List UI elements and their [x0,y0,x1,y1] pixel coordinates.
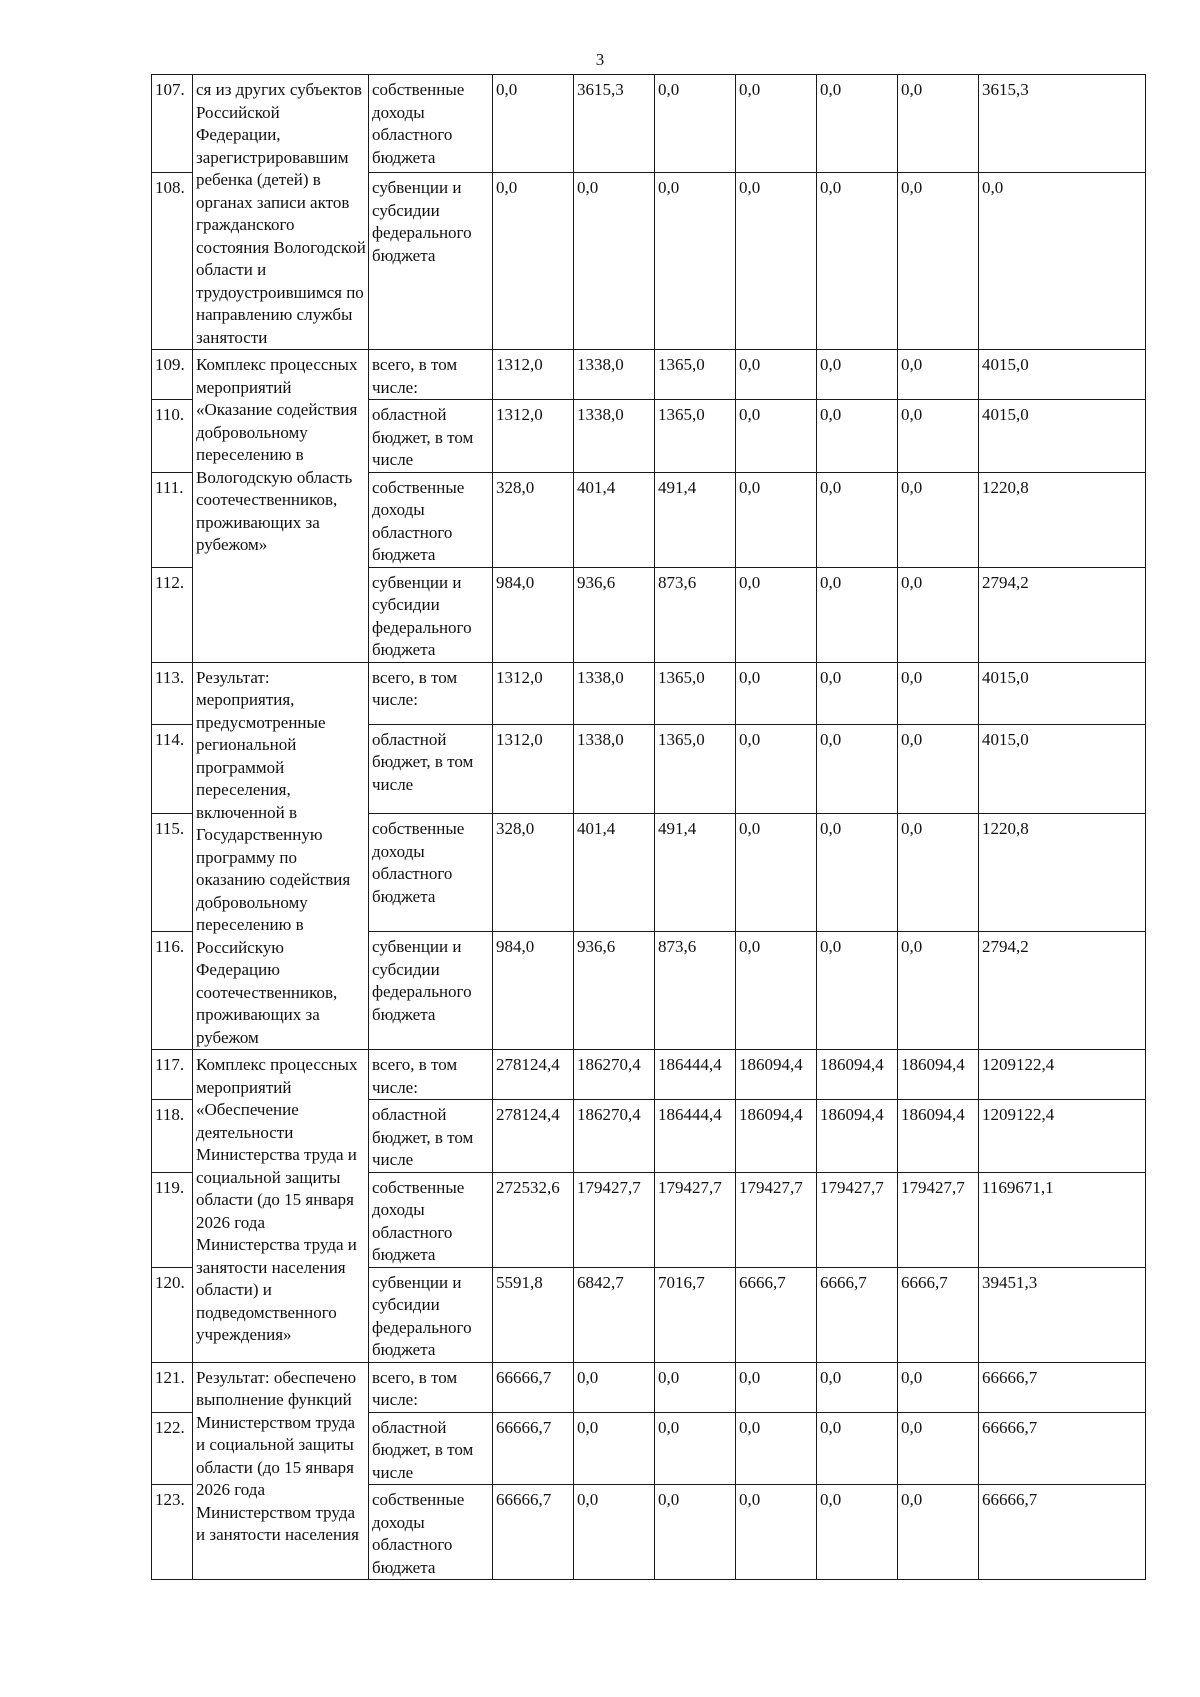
year-value: 1312,0 [493,662,574,724]
year-value: 5591,8 [493,1267,574,1362]
funding-source: субвенции и субсидии федерального бюджета [369,567,493,662]
funding-source: всего, в том числе: [369,1050,493,1100]
row-number: 117. [152,1050,193,1100]
year-value: 0,0 [574,1412,655,1485]
funding-source: субвенции и субсидии федерального бюджета [369,932,493,1050]
year-value: 0,0 [574,173,655,350]
year-value: 0,0 [817,350,898,400]
year-value: 0,0 [655,1362,736,1412]
year-value: 328,0 [493,472,574,567]
year-value: 0,0 [817,724,898,814]
year-value: 1365,0 [655,400,736,473]
year-value: 0,0 [817,567,898,662]
year-value: 66666,7 [493,1412,574,1485]
total-value: 2794,2 [979,567,1146,662]
year-value: 0,0 [817,662,898,724]
year-value: 1365,0 [655,662,736,724]
row-number: 108. [152,173,193,350]
row-number: 118. [152,1100,193,1173]
year-value: 0,0 [817,472,898,567]
year-value: 0,0 [817,1412,898,1485]
year-value: 6842,7 [574,1267,655,1362]
year-value: 491,4 [655,814,736,932]
year-value: 0,0 [898,400,979,473]
year-value: 0,0 [736,724,817,814]
page-number: 3 [595,50,605,69]
year-value: 1338,0 [574,400,655,473]
year-value: 0,0 [817,814,898,932]
funding-source: всего, в том числе: [369,350,493,400]
total-value: 1209122,4 [979,1100,1146,1173]
total-value: 4015,0 [979,350,1146,400]
total-value: 1220,8 [979,814,1146,932]
year-value: 186444,4 [655,1050,736,1100]
funding-source: собственные доходы областного бюджета [369,75,493,173]
funding-source: собственные доходы областного бюджета [369,472,493,567]
row-number: 119. [152,1172,193,1267]
total-value: 2794,2 [979,932,1146,1050]
year-value: 0,0 [817,1362,898,1412]
year-value: 0,0 [898,814,979,932]
year-value: 1338,0 [574,662,655,724]
year-value: 0,0 [736,1485,817,1580]
total-value: 66666,7 [979,1362,1146,1412]
year-value: 1365,0 [655,350,736,400]
year-value: 186270,4 [574,1050,655,1100]
total-value: 3615,3 [979,75,1146,173]
year-value: 0,0 [817,1485,898,1580]
row-number: 120. [152,1267,193,1362]
year-value: 401,4 [574,472,655,567]
year-value: 186094,4 [736,1100,817,1173]
year-value: 0,0 [736,662,817,724]
funding-source: субвенции и субсидии федерального бюджета [369,1267,493,1362]
total-value: 39451,3 [979,1267,1146,1362]
year-value: 179427,7 [574,1172,655,1267]
funding-source: областной бюджет, в том числе [369,400,493,473]
year-value: 278124,4 [493,1100,574,1173]
year-value: 0,0 [655,1412,736,1485]
year-value: 179427,7 [736,1172,817,1267]
row-number: 111. [152,472,193,567]
year-value: 186094,4 [817,1050,898,1100]
year-value: 491,4 [655,472,736,567]
table-row [152,350,1146,400]
budget-table [151,74,1146,1580]
year-value: 873,6 [655,567,736,662]
funding-source: собственные доходы областного бюджета [369,1485,493,1580]
year-value: 0,0 [574,1362,655,1412]
year-value: 0,0 [655,1485,736,1580]
year-value: 0,0 [898,932,979,1050]
year-value: 0,0 [898,173,979,350]
year-value: 1338,0 [574,724,655,814]
year-value: 1312,0 [493,724,574,814]
total-value: 66666,7 [979,1485,1146,1580]
total-value: 1209122,4 [979,1050,1146,1100]
year-value: 936,6 [574,567,655,662]
year-value: 401,4 [574,814,655,932]
year-value: 0,0 [736,350,817,400]
year-value: 0,0 [736,1412,817,1485]
year-value: 1365,0 [655,724,736,814]
table-row [152,1362,1146,1412]
row-number: 110. [152,400,193,473]
year-value: 0,0 [898,1485,979,1580]
year-value: 6666,7 [817,1267,898,1362]
year-value: 272532,6 [493,1172,574,1267]
year-value: 0,0 [736,814,817,932]
year-value: 0,0 [655,75,736,173]
year-value: 278124,4 [493,1050,574,1100]
total-value: 4015,0 [979,662,1146,724]
year-value: 186444,4 [655,1100,736,1173]
year-value: 0,0 [817,400,898,473]
table-row [152,662,1146,724]
funding-source: областной бюджет, в том числе [369,1100,493,1173]
year-value: 0,0 [817,75,898,173]
year-value: 186094,4 [898,1050,979,1100]
year-value: 0,0 [493,173,574,350]
year-value: 186094,4 [736,1050,817,1100]
year-value: 179427,7 [898,1172,979,1267]
year-value: 0,0 [898,75,979,173]
total-value: 4015,0 [979,724,1146,814]
activity-name: Результат: обеспечено выполнение функций Министерством труда и социальной защиты области (до 15 января 2026 года Министерством труда и занятости населения [193,1362,369,1580]
table-body [152,75,1146,1580]
total-value: 1169671,1 [979,1172,1146,1267]
row-number: 121. [152,1362,193,1412]
row-number: 116. [152,932,193,1050]
row-number: 107. [152,75,193,173]
year-value: 66666,7 [493,1362,574,1412]
year-value: 0,0 [898,567,979,662]
year-value: 0,0 [898,724,979,814]
table-row [152,75,1146,173]
row-number: 115. [152,814,193,932]
activity-name: Результат: мероприятия, предусмотренные региональной программой переселения, включенной в Государственную программу по оказанию содействия добровольному переселению в Российскую Федерацию соотечественников, проживающих за рубежом [193,662,369,1050]
row-number: 122. [152,1412,193,1485]
year-value: 0,0 [817,932,898,1050]
funding-source: собственные доходы областного бюджета [369,814,493,932]
total-value: 0,0 [979,173,1146,350]
year-value: 1338,0 [574,350,655,400]
year-value: 984,0 [493,932,574,1050]
year-value: 179427,7 [817,1172,898,1267]
activity-name: ся из других субъектов Российской Федерации, зарегистрировавшим ребенка (детей) в органах записи актов гражданского состояния Вологодской области и трудоустроившимся по направлению службы занятости [193,75,369,350]
total-value: 66666,7 [979,1412,1146,1485]
year-value: 0,0 [898,1412,979,1485]
year-value: 0,0 [736,75,817,173]
year-value: 0,0 [493,75,574,173]
funding-source: областной бюджет, в том числе [369,724,493,814]
year-value: 0,0 [736,173,817,350]
year-value: 0,0 [736,567,817,662]
year-value: 186094,4 [817,1100,898,1173]
row-number: 114. [152,724,193,814]
year-value: 66666,7 [493,1485,574,1580]
year-value: 6666,7 [898,1267,979,1362]
activity-name: Комплекс процессных мероприятий «Обеспечение деятельности Министерства труда и социальной защиты области (до 15 января 2026 года Министерства труда и занятости населения области) и подведомственного учреждения» [193,1050,369,1363]
row-number: 109. [152,350,193,400]
year-value: 0,0 [736,400,817,473]
year-value: 0,0 [655,173,736,350]
year-value: 873,6 [655,932,736,1050]
year-value: 7016,7 [655,1267,736,1362]
funding-source: субвенции и субсидии федерального бюджета [369,173,493,350]
row-number: 123. [152,1485,193,1580]
year-value: 0,0 [898,350,979,400]
year-value: 0,0 [736,932,817,1050]
year-value: 6666,7 [736,1267,817,1362]
funding-source: собственные доходы областного бюджета [369,1172,493,1267]
year-value: 0,0 [898,662,979,724]
year-value: 186270,4 [574,1100,655,1173]
total-value: 1220,8 [979,472,1146,567]
total-value: 4015,0 [979,400,1146,473]
year-value: 0,0 [574,1485,655,1580]
year-value: 0,0 [817,173,898,350]
table-row [152,1050,1146,1100]
year-value: 328,0 [493,814,574,932]
year-value: 0,0 [736,1362,817,1412]
year-value: 186094,4 [898,1100,979,1173]
row-number: 112. [152,567,193,662]
funding-source: всего, в том числе: [369,1362,493,1412]
year-value: 0,0 [898,1362,979,1412]
year-value: 3615,3 [574,75,655,173]
year-value: 984,0 [493,567,574,662]
year-value: 0,0 [898,472,979,567]
year-value: 179427,7 [655,1172,736,1267]
activity-name: Комплекс процессных мероприятий «Оказание содействия добровольному переселению в Вологодскую область соотечественников, проживающих за рубежом» [193,350,369,663]
funding-source: всего, в том числе: [369,662,493,724]
year-value: 936,6 [574,932,655,1050]
year-value: 1312,0 [493,400,574,473]
funding-source: областной бюджет, в том числе [369,1412,493,1485]
year-value: 1312,0 [493,350,574,400]
row-number: 113. [152,662,193,724]
year-value: 0,0 [736,472,817,567]
